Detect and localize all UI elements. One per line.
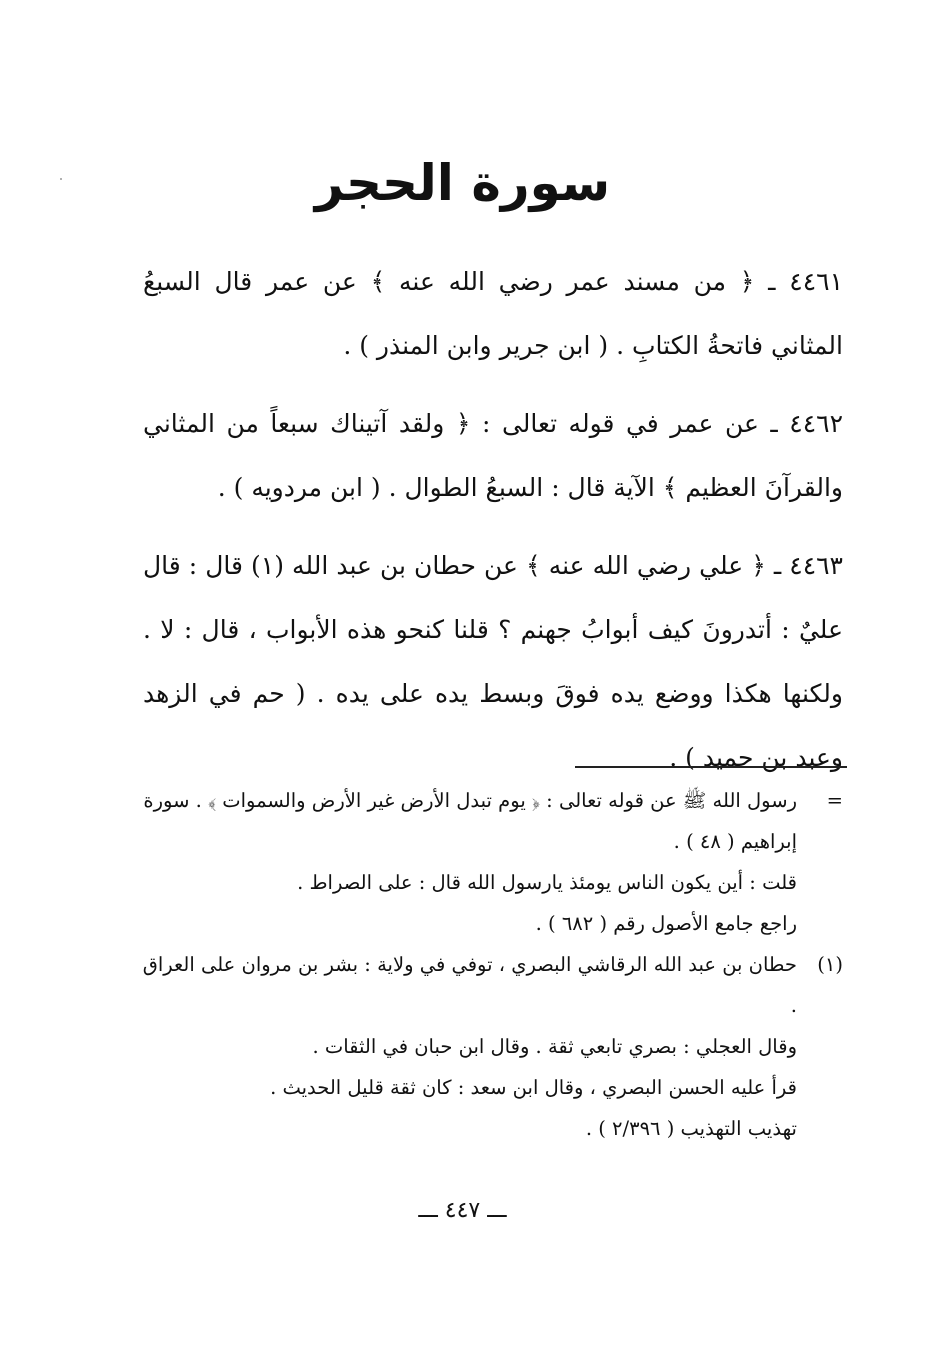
- footnote-continued: [131, 780, 843, 944]
- footnote-line: حطان بن عبد الله الرقاشي البصري ، توفي في ولاية : بشر بن مروان على العراق .: [142, 953, 797, 1017]
- hadith-entry-4462: ٤٤٦٢ ـ عن عمر في قوله تعالى : ﴿ ولقد آتيناك سبعاً من المثاني والقرآنَ العظيم ﴾ الآية قال : السبعُ الطوال . ( ابن مردويه ) .: [143, 409, 843, 502]
- page-number: ـــ ٤٤٧ ـــ: [418, 1198, 507, 1223]
- hadith-entry-4461: ٤٤٦١ ـ ﴿ من مسند عمر رضي الله عنه ﴾ عن عمر قال السبعُ المثاني فاتحةُ الكتابِ . ( ابن جرير وابن المنذر ) .: [143, 267, 843, 360]
- footnote-line: قلت : أين يكون الناس يومئذ يارسول الله قال : على الصراط .: [297, 871, 797, 894]
- footnote-marker: =: [826, 789, 843, 812]
- surah-title: سورة الحجر: [314, 154, 611, 212]
- footnote-line: رسول الله ﷺ عن قوله تعالى : ﴿ يوم تبدل الأرض غير الأرض والسموات ﴾ . سورة إبراهيم ( ٤٨ ) .: [143, 789, 797, 853]
- hadith-entry-4463: ٤٤٦٣ ـ ﴿ علي رضي الله عنه ﴾ عن حطان بن عبد الله (١) قال : قال عليٌ : أتدرونَ كيف أبوابُ جهنم ؟ قلنا كنحو هذه الأبواب ، قال : لا . ولكنها هكذا ووضع يده فوقَ وبسط يده على يده . ( حم في الزهد وعبد بن حميد ) .: [143, 551, 843, 772]
- footnote-line: وقال العجلي : بصري تابعي ثقة . وقال ابن حبان في الثقات .: [312, 1035, 797, 1058]
- footnote-line: قرأ عليه الحسن البصري ، وقال ابن سعد : كان ثقة قليل الحديث .: [270, 1076, 797, 1099]
- footnote-line: تهذيب التهذيب ( ٢/٣٩٦ ) .: [585, 1117, 797, 1140]
- footnote-line: راجع جامع الأصول رقم ( ٦٨٢ ) .: [535, 912, 797, 935]
- footnote-marker: (١): [817, 953, 843, 976]
- main-text: [143, 250, 843, 804]
- footnote-divider: [575, 766, 847, 768]
- footnote-1: [131, 944, 843, 1149]
- footnotes: [131, 780, 843, 1149]
